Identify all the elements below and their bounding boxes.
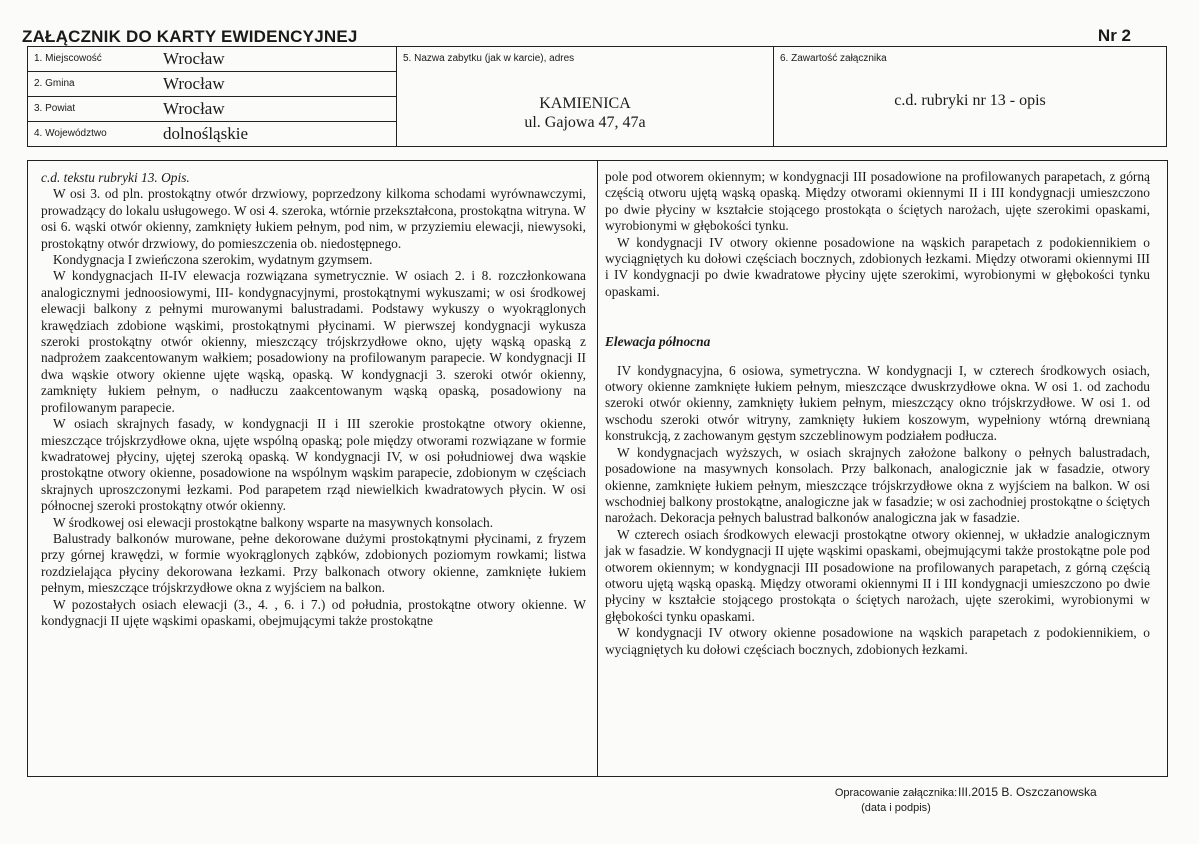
field-value: dolnośląskie [163,124,248,143]
document-title: ZAŁĄCZNIK DO KARTY EWIDENCYJNEJ [22,27,358,46]
location-fields [28,47,397,146]
paragraph: Balustrady balkonów murowane, pełne dekorowane dużymi prostokątnymi płycinami, z fryzem przy górnej krawędzi, w formie wyokrąglonych ząbków, zdobionych poziomym rowkami; listwa rozdzielająca płyciny dekorowana łezkami. Przy balkonach otwory okienne, zamknięte łukiem pełnym, mieszczące trójskrzydłowe okna z wyjściem na balkon. [41,530,586,596]
field-value: Wrocław [163,74,225,93]
field-value: Wrocław [163,99,225,118]
signature-value: III.2015 B. Oszczanowska [958,785,1097,799]
content-label: 6. Zawartość załącznika [780,53,887,64]
paragraph: W pozostałych osiach elewacji (3., 4. , 6. i 7.) od południa, prostokątne otwory okienne. W kondygnacji II ujęte wąskimi opaskami, obejmującymi także prostokątne [41,596,586,628]
field-gmina [28,72,396,97]
paragraph: IV kondygnacyjna, 6 osiowa, symetryczna. W kondygnacji I, w czterech środkowych osiach, otwory okienne zamknięte łukiem pełnym, mieszczące dwuskrzydłowe okna. W osi 1. od zachodu szeroki otwór okienny, zamknięty łukiem pełnym, mieszczący okno trójskrzydłowe. W osi 1. od wschodu szeroki otwór witryny, zamknięty łukiem koszowym, wypełniony wtórną drewnianą konstrukcją, z zachowanym gęstym szczeblinowym podziałem podłucza. [605,362,1150,444]
paragraph: W kondygnacjach II-IV elewacja rozwiązana symetrycznie. W osiach 2. i 8. rozczłonkowana analogicznymi jednoosiowymi, III- kondygnacyjnymi, prostokątnymi wykuszami; w osi środkowej elewacji balkony z pełnymi murowanymi balustradami. Podstawy wykuszy o wyokrąglonych krawędziach zdobione wąskimi, prostokątnymi płycinami. W pierwszej kondygnacji wykusza szeroki prostokątny otwór okienny, mieszczący trójskrzydłowe okno, ujęty wąską opaską z nadprożem zaakcentowanym wałkiem; posadowiony na profilowanym parapecie. W kondygnacji II dwa wąskie otwory okienne ujęte wąską, opaską. W kondygnacji 3. szeroki otwór okienny, zamknięty łukiem pełnym, o nadłuczu zaakcentowanym wąską opaską, posadowiony na profilowanym parapecie. [41,268,586,415]
intro-text: c.d. tekstu rubryki 13. Opis. [41,170,190,185]
field-value: Wrocław [163,49,225,68]
field-miejscowosc [28,47,396,72]
content-value: c.d. rubryki nr 13 - opis [894,92,1046,109]
paragraph: W środkowej osi elewacji prostokątne balkony wsparte na masywnych konsolach. [53,514,494,530]
monument-field [397,47,774,146]
signature-label-line2: (data i podpis) [861,802,931,814]
field-powiat [28,97,396,122]
identification-table [27,46,1167,147]
paragraph: Kondygnacja I zwieńczona szerokim, wydatnym gzymsem. [53,252,373,268]
paragraph: W kondygnacji IV otwory okienne posadowione na wąskich parapetach z podokiennikiem, o wyciągniętych ku dołowi częściach bocznych, zdobionych łezkami. [605,625,1150,657]
monument-name: KAMIENICA [539,95,631,112]
monument-address: ul. Gajowa 47, 47a [524,114,646,131]
field-label: 2. Gmina [34,78,75,89]
document-number: Nr 2 [1097,26,1131,45]
paragraph: W osi 3. od pln. prostokątny otwór drzwiowy, poprzedzony kilkoma schodami wyrównawczymi, prowadzący do lokalu usługowego. W osi 4. szeroka, wtórnie przekształcona, prostokątna witryna. W osi 6. wąski otwór okienny, zamknięty łukiem pełnym, pod nim, w przyziemiu elewacji, niewysoki, prostokątny otwór drzwiowy, do pomieszczenia ob. niedostępnego. [41,186,586,251]
column-divider [597,161,598,776]
field-wojewodztwo [28,122,396,146]
monument-label: 5. Nazwa zabytku (jak w karcie), adres [403,53,575,64]
paragraph: W kondygnacji IV otwory okienne posadowione na wąskich parapetach z podokiennikiem o wyciągniętych ku dołowi częściach bocznych, zdobionych łezkami. Między otworami okiennymi III i IV kondygnacji po dwie kwadratowe płyciny ujęte szerokimi, wyrobionymi w głębokości tynku opaskami. [605,234,1150,299]
field-label: 3. Powiat [34,103,76,114]
right-column [605,169,1150,658]
paragraph: W kondygnacjach wyższych, w osiach skrajnych założone balkony o pełnych balustradach, posadowione na masywnych konsolach. Przy balkonach, analogicznie jak w fasadzie, otwory okienne, zamknięte łukiem pełnym, mieszczące trójskrzydłowe okna z wyjściem na balkon. W osi wschodniej balkony prostokątne, analogiczne jak w fasadzie; w osi zachodniej prostokątne o ściętych narożach. Dekoracja pełnych balustrad balkonów analogiczna jak w fasadzie. [605,444,1150,526]
section-heading: Elewacja północna [605,334,711,350]
signature-label [831,786,961,816]
description-frame [27,160,1168,777]
field-label: 4. Województwo [34,128,107,139]
paragraph: pole pod otworem okiennym; w kondygnacji III posadowione na profilowanych parapetach, z górną częścią otworu ujętą wąską opaską. Między otworami okiennymi II i III kondygnacji umieszczono po dwie płyciny w kształcie stojącego prostokąta o ściętych narożach, ujęte szerokimi opaskami, wyrobionymi w głębokości tynku. [605,169,1150,234]
left-column [41,170,586,629]
monument-value [397,94,773,132]
paragraph: W czterech osiach środkowych elewacji prostokątne otwory okiennej, w układzie analogicznym jak w fasadzie. W kondygnacji II ujęte wąskimi opaskami, obejmującymi także prostokątne pole pod otworem okiennym; w kondygnacji III posadowione na profilowanych parapetach, z górną częścią otworu ujętą wąską opaską. Między otworami okiennymi II i III kondygnacji umieszczono po dwie płyciny w kształcie stojącego prostokąta o ściętych narożach, ujęte szerokimi, wyrobionymi w głębokości tynku opaskami. [605,526,1150,624]
content-field [774,47,1166,146]
field-label: 1. Miejscowość [34,53,102,64]
paragraph: W osiach skrajnych fasady, w kondygnacji II i III szerokie prostokątne otwory okienne, mieszczące trójskrzydłowe okna, ujęte wspólną opaską; pole między otworami rozwiązane w formie kwadratowej płyciny, ujętej szeroką opaską. W kondygnacji IV, w osi południowej dwa wąskie prostokątne otwory okienne, posadowione na wspólnym wąskim parapecie, zdobionym w częściach skrajnych uproszczonymi łezkami. Pod parapetem rząd niewielkich kwadratowych płycin. W osi północnej szeroki prostokątny otwór okienny. [41,416,586,514]
signature-label-line1: Opracowanie załącznika: [834,787,958,799]
